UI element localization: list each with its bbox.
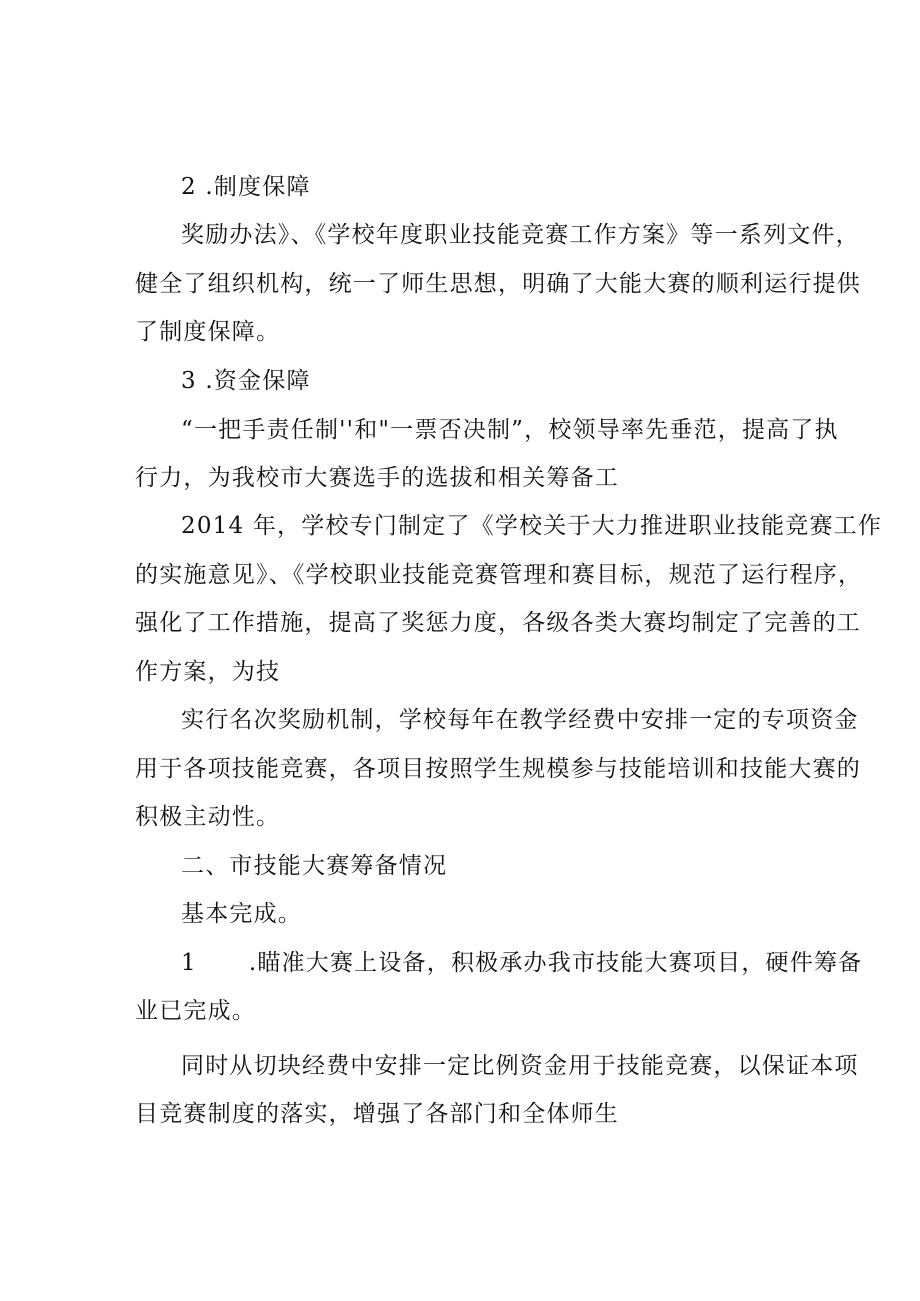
paragraph-line: 基本完成。 — [181, 901, 302, 927]
section-heading-city-competition: 二、市技能大赛筹备情况 — [181, 853, 448, 879]
paragraph-line: 的实施意见》、《学校职业技能竞赛管理和赛目标，规范了运行程序， — [135, 562, 863, 588]
paragraph-line: 用于各项技能竞赛，各项目按照学生规模参与技能培训和技能大赛的 — [135, 756, 861, 782]
list-item-number: 1 — [181, 950, 197, 976]
paragraph-line: 实行名次奖励机制，学校每年在教学经费中安排一定的专项资金 — [181, 707, 859, 733]
paragraph-line: 同时从切块经费中安排一定比例资金用于技能竞赛，以保证本项 — [181, 1053, 859, 1079]
heading-institutional-guarantee: 2 .制度保障 — [181, 174, 311, 200]
list-item-text: .瞄准大赛上设备，积极承办我市技能大赛项目，硬件筹备 — [248, 950, 863, 976]
paragraph-line: 2014 年，学校专门制定了《学校关于大力推进职业技能竞赛工作 — [181, 513, 883, 539]
paragraph-line: 业已完成。 — [135, 998, 256, 1024]
paragraph-line: 积极主动性。 — [135, 804, 281, 830]
paragraph-line: 作方案，为技 — [135, 659, 281, 685]
paragraph-line: 奖励办法》、《学校年度职业技能竞赛工作方案》等一系列文件， — [181, 222, 860, 248]
paragraph-line: “一把手责任制''和"一票否决制”，校领导率先垂范，提高了执 — [181, 417, 839, 443]
list-item-1 — [181, 948, 862, 978]
paragraph-line: 目竞赛制度的落实，增强了各部门和全体师生 — [135, 1101, 619, 1127]
heading-funding-guarantee: 3 .资金保障 — [181, 368, 311, 394]
paragraph-line: 行力，为我校市大赛选手的选拔和相关筹备工 — [135, 465, 619, 491]
paragraph-line: 了制度保障。 — [135, 319, 281, 345]
paragraph-line: 强化了工作措施，提高了奖惩力度，各级各类大赛均制定了完善的工 — [135, 610, 861, 636]
paragraph-line: 健全了组织机构，统一了师生思想，明确了大能大赛的顺利运行提供 — [135, 271, 861, 297]
